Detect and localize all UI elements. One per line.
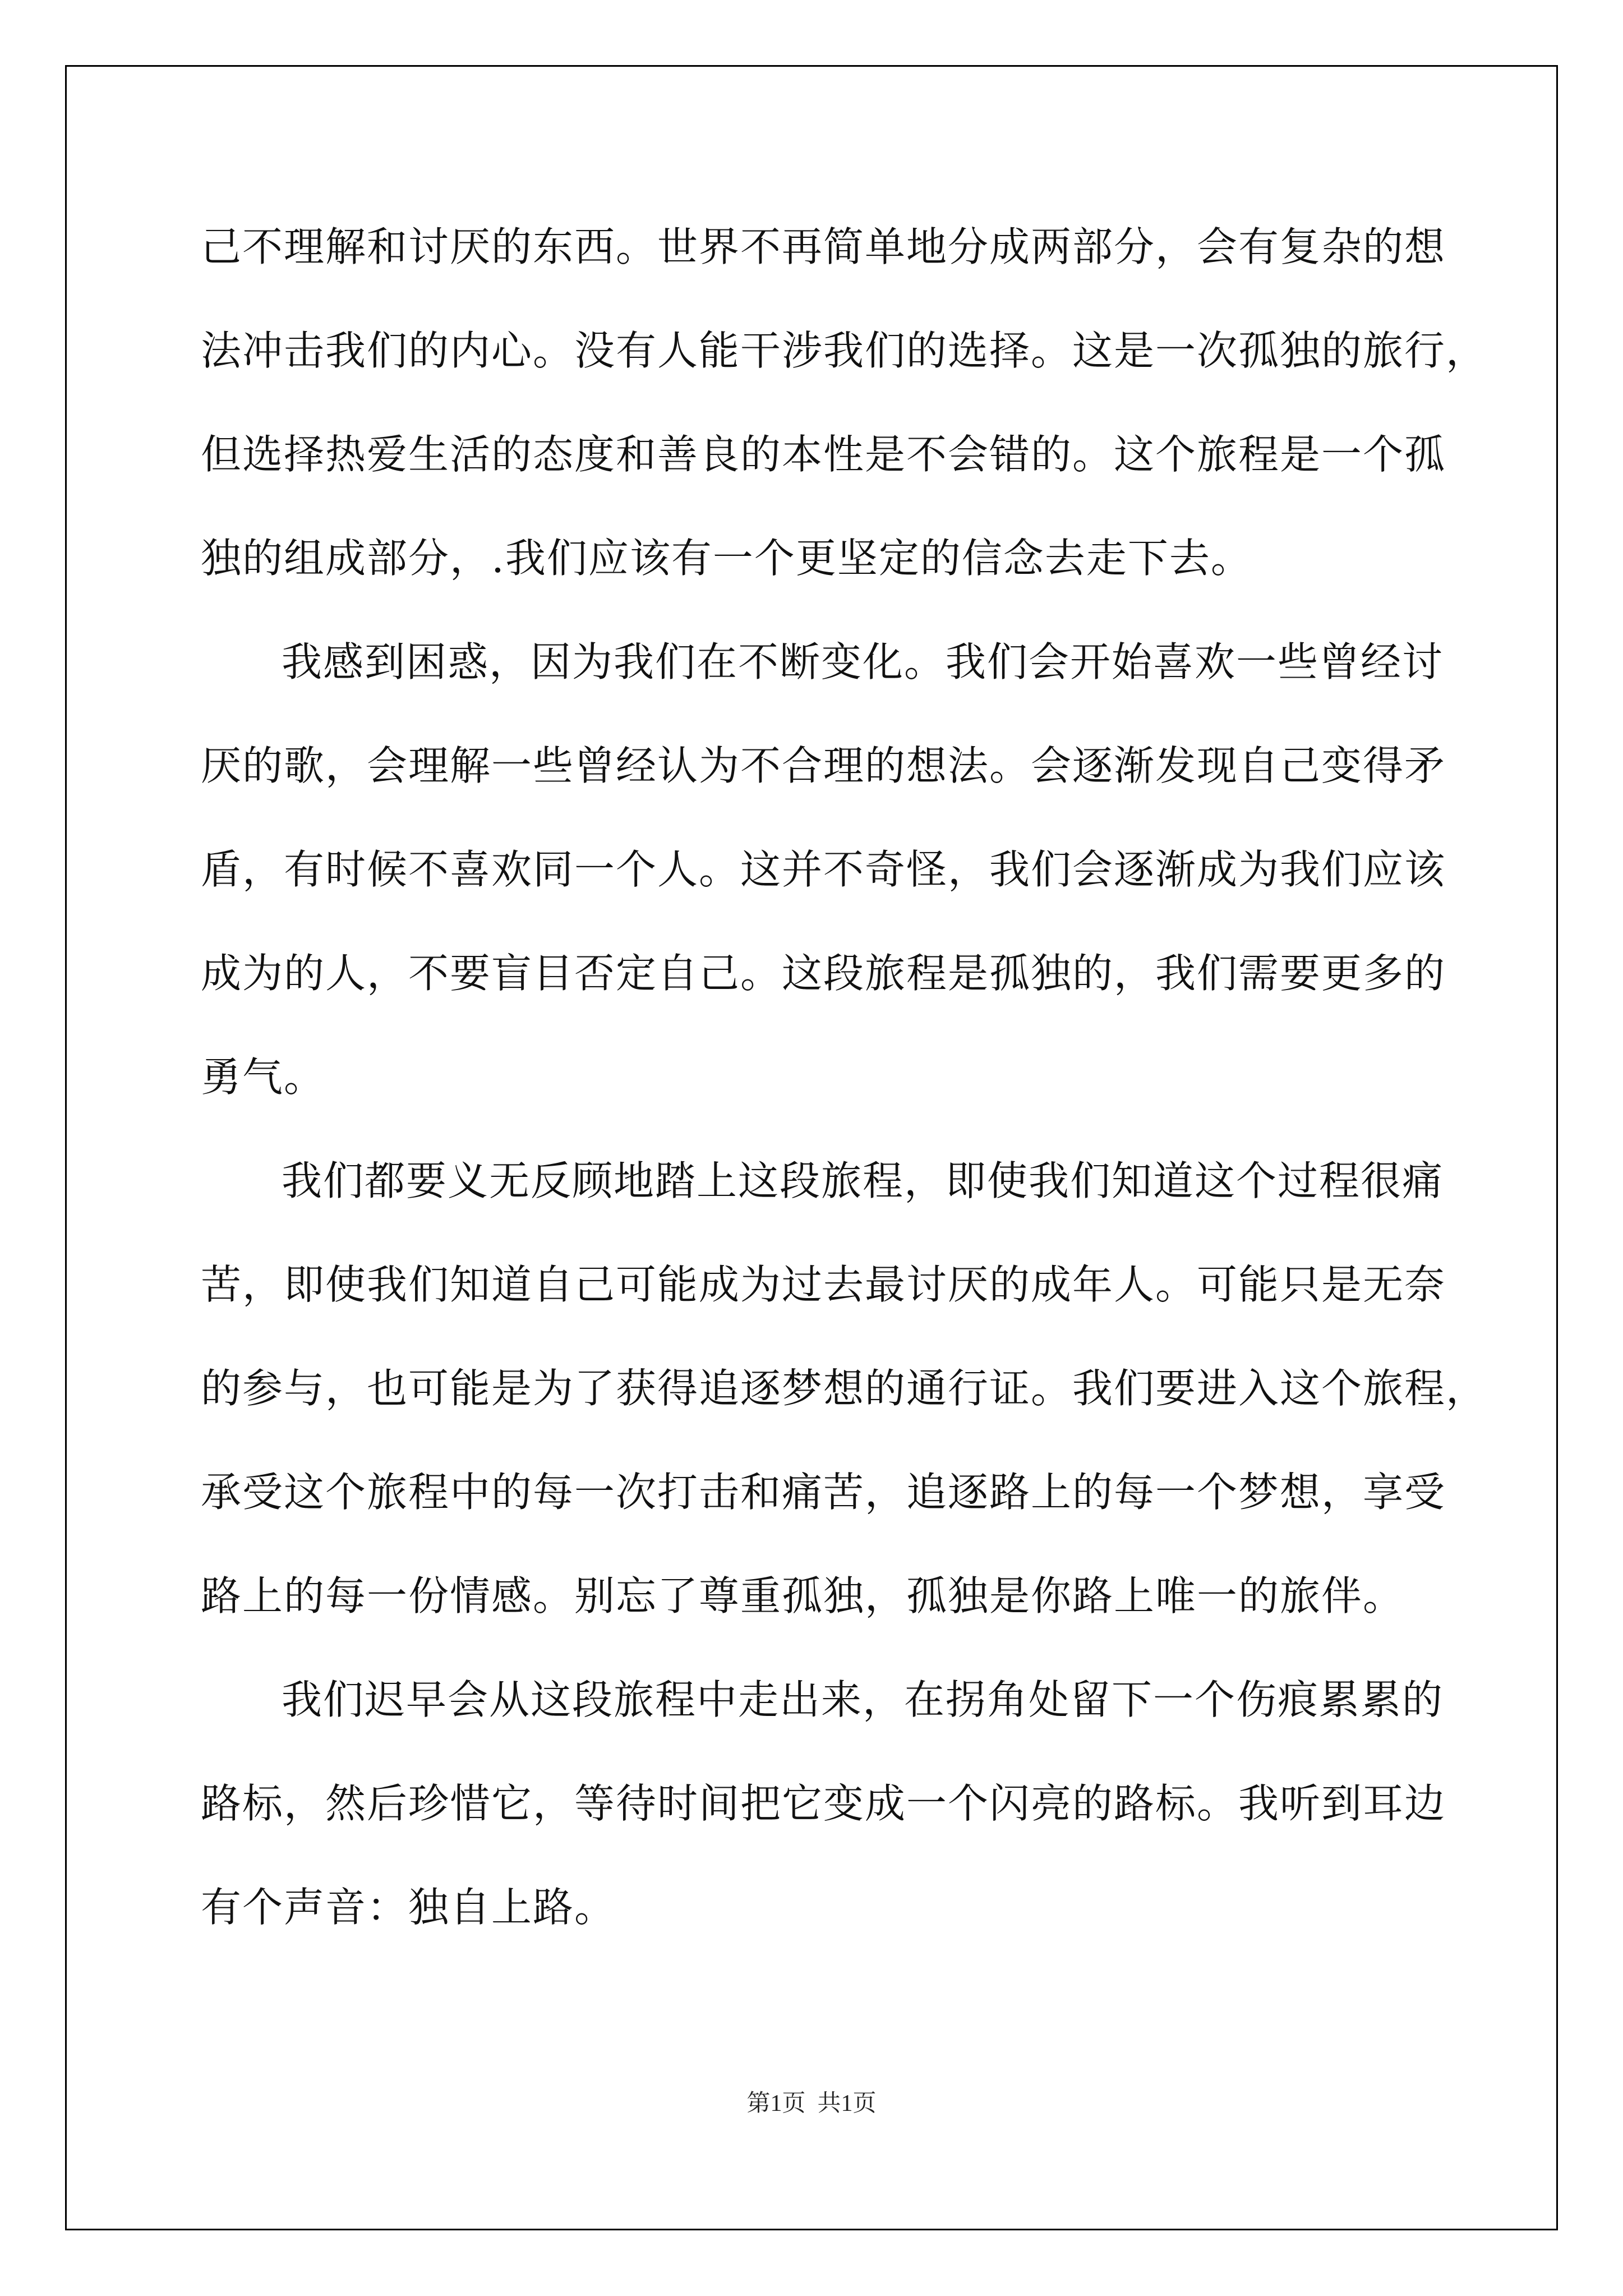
paragraph-first-line: 我们迟早会从这段旅程中走出来，在拐角处留下一个伤痕累累的: [282, 1676, 1444, 1723]
page-number-footer: 第1页 共1页: [746, 2091, 877, 2116]
text-line: 承受这个旅程中的每一次打击和痛苦，追逐路上的每一个梦想，享受: [201, 1469, 1446, 1516]
text-line: 独的组成部分，.我们应该有一个更坚定的信念去走下去。: [201, 535, 1252, 582]
text-line: 的参与，也可能是为了获得追逐梦想的通行证。我们要进入这个旅程，: [201, 1365, 1488, 1412]
text-line: 苦，即使我们知道自己可能成为过去最讨厌的成年人。可能只是无奈: [201, 1261, 1446, 1308]
text-line: 己不理解和讨厌的东西。世界不再简单地分成两部分，会有复杂的想: [201, 223, 1446, 270]
text-line: 厌的歌，会理解一些曾经认为不合理的想法。会逐渐发现自己变得矛: [201, 742, 1446, 789]
text-line: 路标，然后珍惜它，等待时间把它变成一个闪亮的路标。我听到耳边: [201, 1780, 1446, 1827]
text-line: 但选择热爱生活的态度和善良的本性是不会错的。这个旅程是一个孤: [201, 431, 1446, 478]
text-line: 盾，有时候不喜欢同一个人。这并不奇怪，我们会逐渐成为我们应该: [201, 846, 1446, 893]
text-line: 成为的人，不要盲目否定自己。这段旅程是孤独的，我们需要更多的: [201, 950, 1446, 997]
text-line: 有个声音：独自上路。: [201, 1884, 616, 1931]
text-line: 勇气。: [201, 1053, 326, 1101]
text-line: 法冲击我们的内心。没有人能干涉我们的选择。这是一次孤独的旅行，: [201, 327, 1488, 374]
paragraph-first-line: 我感到困惑，因为我们在不断变化。我们会开始喜欢一些曾经讨: [282, 638, 1444, 685]
paragraph-first-line: 我们都要义无反顾地踏上这段旅程，即使我们知道这个过程很痛: [282, 1157, 1444, 1204]
text-line: 路上的每一份情感。别忘了尊重孤独，孤独是你路上唯一的旅伴。: [201, 1572, 1405, 1619]
